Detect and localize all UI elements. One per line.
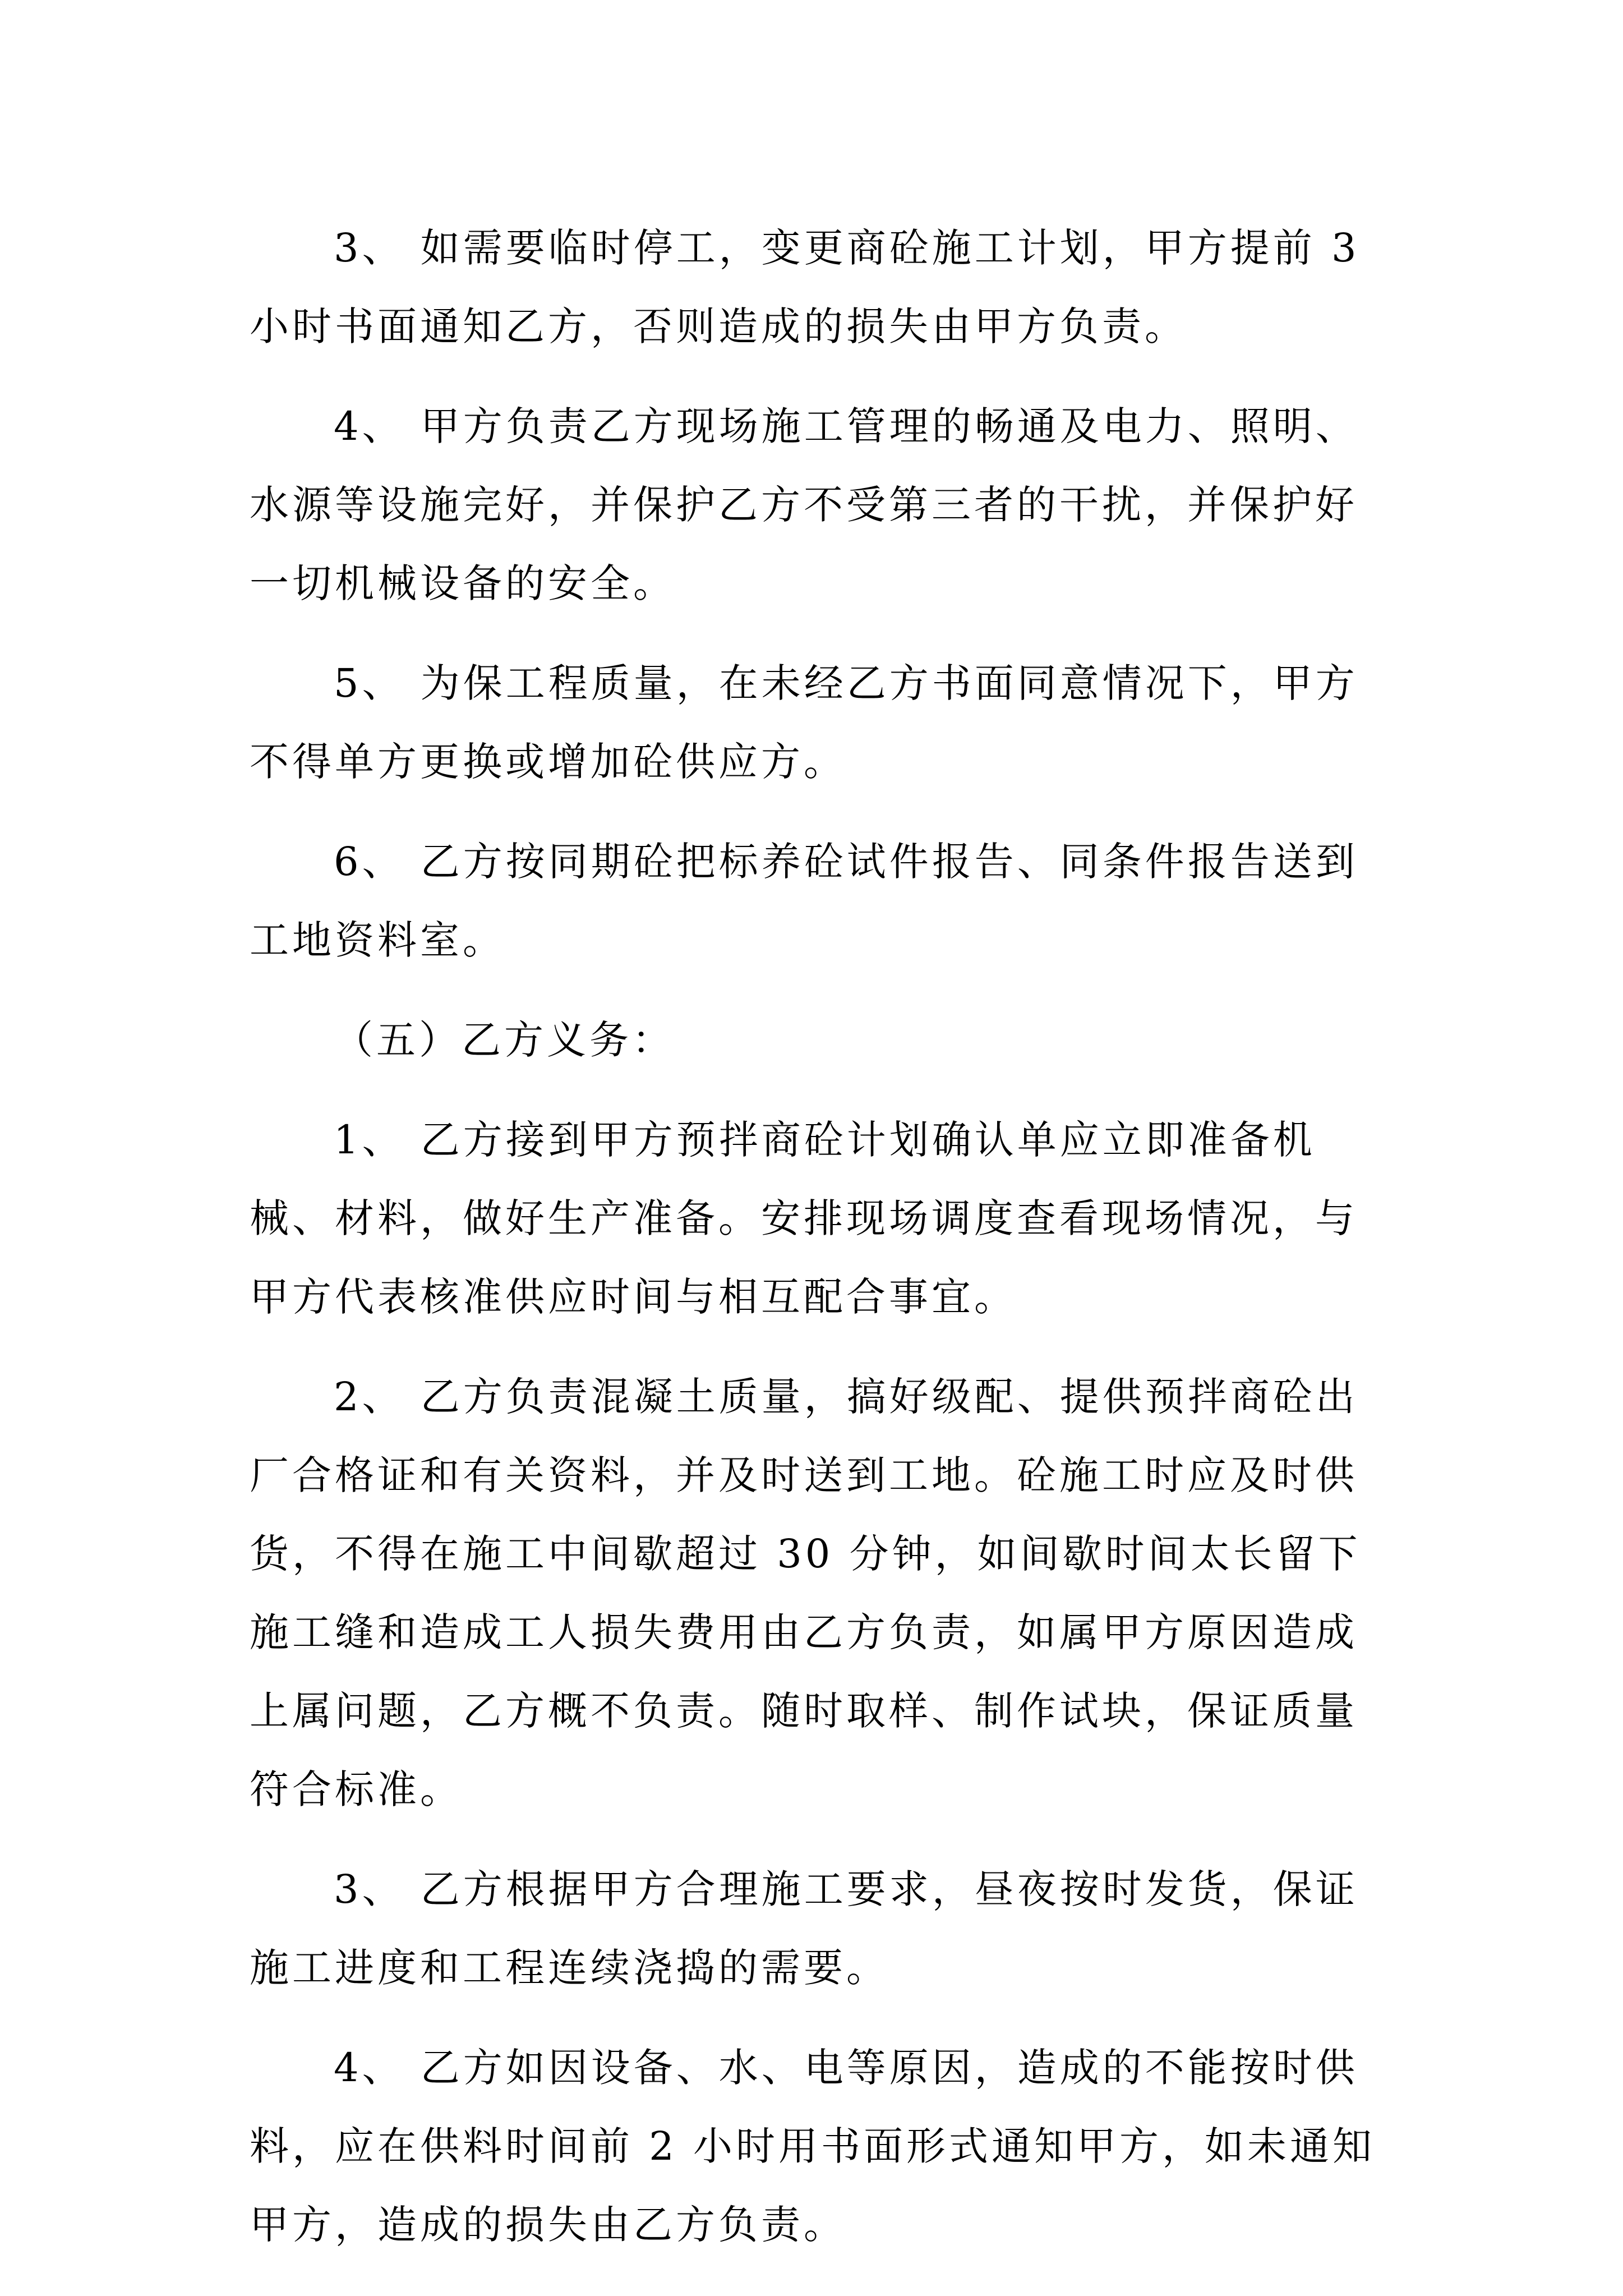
text-line: 甲方代表核准供应时间与相互配合事宜。 xyxy=(250,1274,1017,1320)
text-line: 施工进度和工程连续浇捣的需要。 xyxy=(250,1945,889,1991)
text-line: 3、 如需要临时停工，变更商砼施工计划，甲方提前 3 xyxy=(334,225,1360,271)
document-body xyxy=(250,209,1394,2285)
text-line: 6、 乙方按同期砼把标养砼试件报告、同条件报告送到 xyxy=(334,839,1358,885)
text-line: 械、材料，做好生产准备。安排现场调度查看现场情况，与 xyxy=(250,1195,1358,1241)
duty-4 xyxy=(250,2028,1394,2264)
text-line: 不得单方更换或增加砼供应方。 xyxy=(250,739,846,785)
text-line: 符合标准。 xyxy=(250,1766,463,1812)
text-line: 水源等设施完好，并保护乙方不受第三者的干扰，并保护好 xyxy=(250,482,1358,528)
text-line: 货，不得在施工中间歇超过 30 分钟，如间歇时间太长留下 xyxy=(250,1531,1361,1577)
text-line: 料，应在供料时间前 2 小时用书面形式通知甲方，如未通知 xyxy=(250,2123,1376,2169)
clause-3 xyxy=(250,209,1394,366)
text-line: 甲方，造成的损失由乙方负责。 xyxy=(250,2202,846,2248)
text-line: 上属问题，乙方概不负责。随时取样、制作试块，保证质量 xyxy=(250,1688,1358,1734)
text-line: 4、 甲方负责乙方现场施工管理的畅通及电力、照明、 xyxy=(334,403,1358,449)
duty-1 xyxy=(250,1101,1394,1336)
text-line: 1、 乙方接到甲方预拌商砼计划确认单应立即准备机 xyxy=(334,1117,1316,1163)
text-line: 4、 乙方如因设备、水、电等原因，造成的不能按时供 xyxy=(334,2045,1358,2091)
text-line: 2、 乙方负责混凝土质量，搞好级配、提供预拌商砼出 xyxy=(334,1374,1358,1420)
text-line: 厂合格证和有关资料，并及时送到工地。砼施工时应及时供 xyxy=(250,1452,1358,1498)
clause-5 xyxy=(250,644,1394,801)
clause-4 xyxy=(250,387,1394,623)
text-line: 3、 乙方根据甲方合理施工要求，昼夜按时发货，保证 xyxy=(334,1866,1358,1912)
text-line: 施工缝和造成工人损失费用由乙方负责，如属甲方原因造成 xyxy=(250,1609,1358,1655)
text-line: 工地资料室。 xyxy=(250,917,505,963)
text-line: 一切机械设备的安全。 xyxy=(250,560,676,606)
duty-3 xyxy=(250,1850,1394,2007)
text-line: 5、 为保工程质量，在未经乙方书面同意情况下，甲方 xyxy=(334,660,1358,706)
text-line: 小时书面通知乙方，否则造成的损失由甲方负责。 xyxy=(250,303,1187,349)
clause-6 xyxy=(250,822,1394,979)
duty-2 xyxy=(250,1358,1394,1829)
section-heading: （五）乙方义务： xyxy=(334,1017,675,1063)
